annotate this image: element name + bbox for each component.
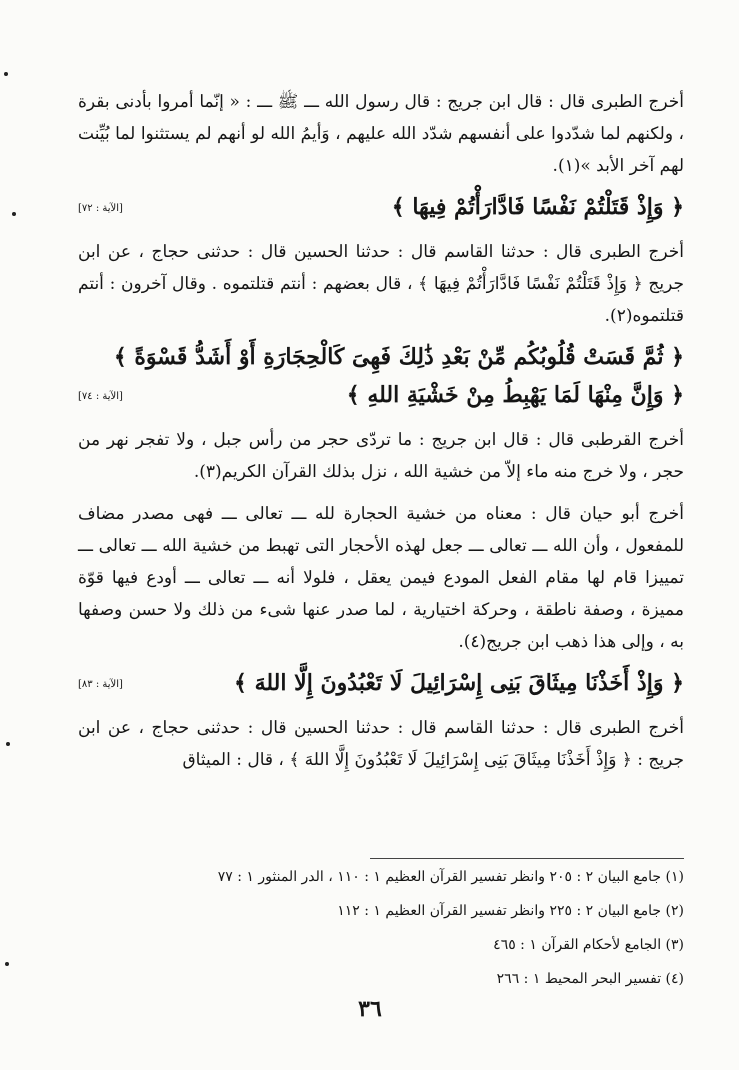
verse-reference: [الآية : ٧٤] [78, 391, 123, 402]
margin-mark [6, 742, 10, 746]
page-number: ٣٦ [358, 996, 382, 1022]
margin-mark [4, 72, 8, 76]
footnote: (١) جامع البيان ٢ : ٢٠٥ وانظر تفسير القرآن العظيم ١ : ١١٠ ، الدر المنثور ١ : ٧٧ [217, 869, 684, 885]
margin-mark [12, 212, 16, 216]
verse-text: ﴿ ثُمَّ قَسَتْ قُلُوبُكُم مِّنْ بَعْدِ ذَٰلِكَ فَهِىَ كَالْحِجَارَةِ أَوْ أَشَدُّ قَسْوَةً ﴾ [113, 344, 684, 370]
verse-reference: [الآية : ٨٣] [78, 679, 123, 690]
verse-text: ﴿ وَإِنَّ مِنْهَا لَمَا يَهْبِطُ مِنْ خَشْيَةِ اللهِ ﴾ [346, 382, 684, 408]
verse-text: ﴿ وَإِذْ قَتَلْتُمْ نَفْسًا فَادَّارَأْتُمْ فِيهَا ﴾ [391, 194, 684, 220]
paragraph: أخرج الطبرى قال : حدثنا القاسم قال : حدثنا الحسين قال : حدثنى حجاج ، عن ابن جريج ﴿ وَإِذْ قَتَلْتُمْ نَفْسًا فَادَّارَأْتُمْ فِيهَا ﴾ ، قال بعضهم : أنتم قتلتموه . وقال آخرون : أنتم قتلتموه(٢). [78, 242, 684, 326]
quran-verse [78, 338, 684, 414]
verse-text: ﴿ وَإِذْ أَخَذْنَا مِيثَاقَ بَنِى إِسْرَائِيلَ لَا تَعْبُدُونَ إِلَّا اللهَ ﴾ [234, 670, 684, 696]
page-body [78, 86, 684, 776]
quran-verse [78, 188, 684, 226]
footnote-divider [370, 858, 684, 859]
quran-verse [78, 664, 684, 702]
paragraph: أخرج القرطبى قال : قال ابن جريج : ما تردّى حجر من رأس جبل ، ولا تفجر نهر من حجر ، ولا خرج منه ماء إلاّ من خشية الله ، نزل بذلك القرآن الكريم(٣). [78, 430, 684, 482]
paragraph: أخرج الطبرى قال : قال ابن جريج : قال رسول الله ـــ ﷺ ـــ : « إنّما أمروا بأدنى بقرة ، ولكنهم لما شدّدوا على أنفسهم شدّد الله عليهم ، وَأيمُ الله لو أنهم لم يستثنوا لما بُيِّنت لهم آخر الأبد »(١). [78, 92, 684, 176]
footnote: (٤) تفسير البحر المحيط ١ : ٢٦٦ [496, 971, 684, 987]
verse-reference: [الآية : ٧٢] [78, 203, 123, 214]
footnote: (٣) الجامع لأحكام القرآن ١ : ٤٦٥ [493, 937, 684, 953]
paragraph: أخرج الطبرى قال : حدثنا القاسم قال : حدثنا الحسين قال : حدثنى حجاج ، عن ابن جريج : ﴿ وَإِذْ أَخَذْنَا مِيثَاقَ بَنِى إِسْرَائِيلَ لَا تَعْبُدُونَ إِلَّا اللهَ ﴾ ، قال : الميثاق [78, 718, 684, 770]
footnote: (٢) جامع البيان ٢ : ٢٢٥ وانظر تفسير القرآن العظيم ١ : ١١٢ [337, 903, 684, 919]
footnotes [78, 860, 684, 996]
margin-mark [5, 962, 9, 966]
paragraph: أخرج أبو حيان قال : معناه من خشية الحجارة لله ـــ تعالى ـــ فهى مصدر مضاف للمفعول ، وأن الله ـــ تعالى ـــ جعل لهذه الأحجار التى تهبط من خشية الله ـــ تعالى ـــ تمييزا قام لها مقام الفعل المودع فيمن يعقل ، فلولا أنه ـــ تعالى ـــ أودع فيها قوّة مميزة ، وصفة ناطقة ، وحركة اختيارية ، لما صدر عنها شىء من ذلك ولا حسن وصفها به ، وإلى هذا ذهب ابن جريج(٤). [78, 504, 684, 652]
